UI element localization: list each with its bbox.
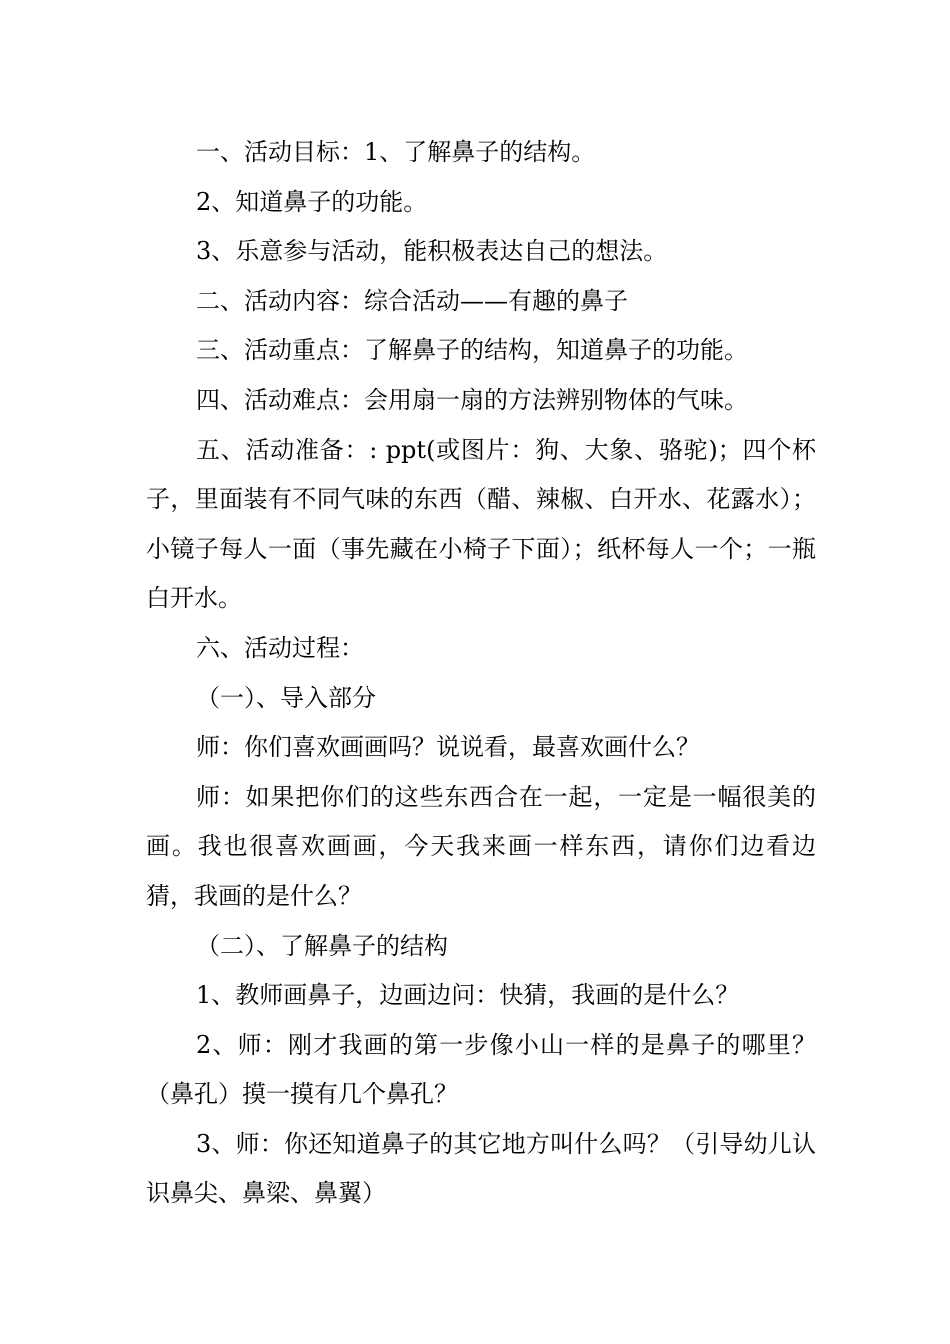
- paragraph-goal-2: 2、知道鼻子的功能。: [196, 187, 428, 216]
- paragraph-step-3: 3、师：你还知道鼻子的其它地方叫什么吗？（引导幼儿认识鼻尖、鼻梁、鼻翼）: [146, 1129, 816, 1208]
- paragraph-difficulties: 四、活动难点：会用扇一扇的方法辨别物体的气味。: [196, 385, 748, 414]
- paragraph-key-points: 三、活动重点：了解鼻子的结构，知道鼻子的功能。: [196, 336, 748, 365]
- paragraph-section-structure: （二）、了解鼻子的结构: [196, 931, 448, 960]
- paragraph-goal-3: 3、乐意参与活动，能积极表达自己的想法。: [196, 237, 668, 266]
- paragraph-step-1: 1、教师画鼻子，边画边问：快猜，我画的是什么？: [196, 981, 740, 1010]
- paragraph-content: 二、活动内容：综合活动——有趣的鼻子: [196, 286, 628, 315]
- paragraph-step-2: 2、师：刚才我画的第一步像小山一样的是鼻子的哪里？（鼻孔）摸一摸有几个鼻孔？: [146, 1030, 816, 1109]
- paragraph-preparation: 五、活动准备：: ppt(或图片：狗、大象、骆驼)；四个杯子，里面装有不同气味的东西（醋、辣椒、白开水、花露水）；小镜子每人一面（事先藏在小椅子下面）；纸杯每人一个；一瓶白开水。: [146, 435, 816, 613]
- paragraph-teacher-question-2: 师：如果把你们的这些东西合在一起，一定是一幅很美的画。我也很喜欢画画，今天我来画一样东西，请你们边看边猜，我画的是什么？: [146, 782, 816, 910]
- paragraph-teacher-question-1: 师：你们喜欢画画吗？说说看，最喜欢画什么？: [196, 733, 700, 762]
- paragraph-goal-1: 一、活动目标：1、了解鼻子的结构。: [196, 138, 596, 166]
- document-body: [146, 128, 816, 1219]
- paragraph-section-intro: （一）、导入部分: [196, 683, 376, 712]
- paragraph-process-heading: 六、活动过程：: [196, 633, 364, 662]
